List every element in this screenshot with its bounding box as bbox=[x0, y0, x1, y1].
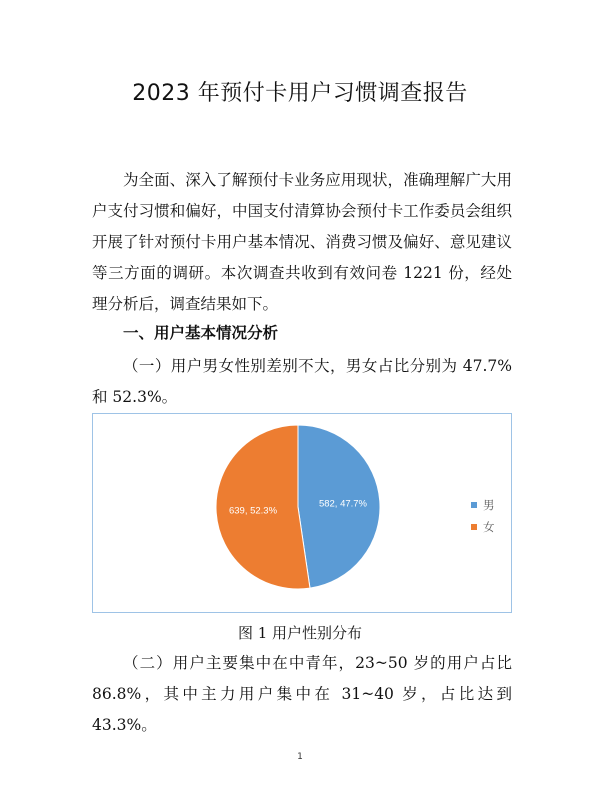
legend-item-male bbox=[471, 494, 495, 516]
legend-label-male: 男 bbox=[483, 498, 495, 512]
section-heading: 一、用户基本情况分析 bbox=[123, 324, 279, 342]
figure-caption: 图 1 用户性别分布 bbox=[237, 624, 363, 642]
intro-paragraph: 为全面、深入了解预付卡业务应用现状，准确理解广大用户支付习惯和偏好，中国支付清算协会预付卡工作委员会组织开展了针对预付卡用户基本情况、消费习惯及偏好、意见建议等三方面的调研。本次调查共收到有效问卷 1221 份，经处理分析后，调查结果如下。 bbox=[92, 171, 512, 313]
pie-data-label-male: 582, 47.7% bbox=[318, 498, 368, 510]
legend-item-female bbox=[471, 516, 495, 538]
legend-swatch-female bbox=[471, 524, 477, 530]
legend-swatch-male bbox=[471, 502, 477, 508]
document-title: 2023 年预付卡用户习惯调查报告 bbox=[132, 81, 468, 106]
gender-paragraph: （一）用户男女性别差别不大，男女占比分别为 47.7%和 52.3%。 bbox=[92, 357, 512, 406]
page-number: 1 bbox=[297, 752, 303, 762]
pie-data-label-female: 639, 52.3% bbox=[228, 505, 278, 517]
pie-chart-svg bbox=[93, 414, 511, 612]
legend-label-female: 女 bbox=[483, 520, 495, 534]
chart-legend bbox=[471, 494, 495, 538]
gender-pie-chart bbox=[92, 413, 512, 613]
age-paragraph: （二）用户主要集中在中青年，23~50 岁的用户占比 86.8%，其中主力用户集中在 31~40 岁，占比达到 43.3%。 bbox=[92, 654, 512, 734]
